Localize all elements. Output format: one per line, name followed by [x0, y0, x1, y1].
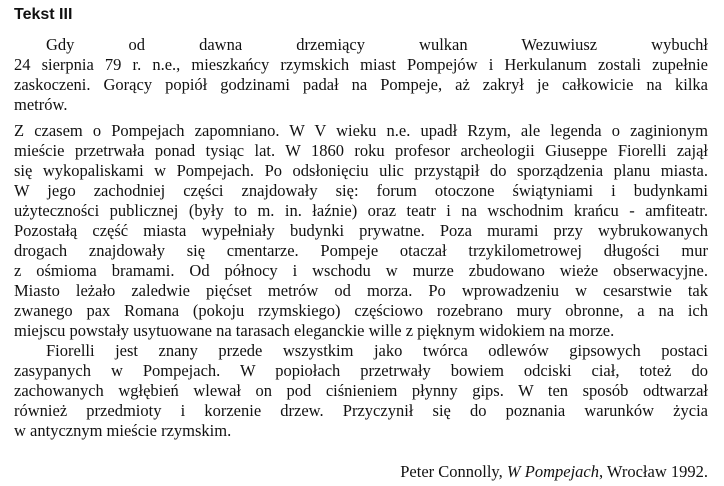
paragraph-line: w antycznym mieście rzymskim.: [14, 421, 232, 440]
source-place-year: , Wrocław 1992.: [598, 462, 708, 481]
paragraph-line: metrów.: [14, 95, 68, 114]
paragraph-line: miejscu powstały usytuowane na tarasach eleganckie wille z pięknym widokiem na morze.: [14, 321, 615, 340]
paragraph-line: drogach znajdowały się cmentarze. Pompeje otaczał trzykilometrowej długości mur: [14, 241, 708, 260]
paragraph-line: zachowanych wgłębień wlewał on pod ciśnieniem płynny gips. W ten sposób odtwarzał: [14, 381, 708, 400]
source-work-title: W Pompejach: [506, 462, 599, 481]
paragraph-line: zwanego pax Romana (pokoju rzymskiego) częściowo rozebrano mury obronne, a na ich: [14, 301, 708, 320]
paragraph-line: Miasto leżało zaledwie pięćset metrów od morza. Po wprowadzeniu w cesarstwie tak: [14, 281, 708, 300]
document-title: Tekst III: [14, 6, 73, 23]
paragraph-line: Fiorelli jest znany przede wszystkim jako twórca odlewów gipsowych postaci: [46, 341, 708, 360]
paragraph-line: użyteczności publicznej (były to m. in. łaźnie) oraz teatr i na wschodnim krańcu - amfiteatr.: [14, 201, 708, 220]
paragraph-line: z ośmioma bramami. Od północy i wschodu w murze zbudowano wieże obserwacyjne.: [14, 261, 708, 280]
paragraph-line: W jego zachodniej części znajdowały się: forum otoczone świątyniami i budynkami: [14, 181, 708, 200]
paragraph-line: 24 sierpnia 79 r. n.e., mieszkańcy rzymskich miast Pompejów i Herkulanum zostali zupełnie: [14, 55, 708, 74]
paragraph-line: zasypanych w Pompejach. W popiołach przetrwały bowiem odciski ciał, toteż do: [14, 361, 708, 380]
source-citation: [400, 462, 708, 482]
paragraph-line: się wykopaliskami w Pompejach. Po odsłonięciu ulic przystąpił do sporządzenia planu miasta.: [14, 161, 708, 180]
paragraph-line: Pozostałą część miasta wypełniały budynki prywatne. Poza murami przy wybrukowanych: [14, 221, 708, 240]
paragraph-line: mieście przetrwała ponad tysiąc lat. W 1860 roku profesor archeologii Giuseppe Fiorelli zajął: [14, 141, 708, 160]
paragraph-line: zaskoczeni. Gorący popiół godzinami padał na Pompeje, aż zakrył je całkowicie na kilka: [14, 75, 708, 94]
paragraph-line: Gdy od dawna drzemiący wulkan Wezuwiusz wybuchł: [46, 35, 708, 54]
source-author: Peter Connolly,: [400, 462, 507, 481]
paragraph-line: również przedmioty i korzenie drzew. Przyczynił się do poznania warunków życia: [14, 401, 708, 420]
paragraph-line: Z czasem o Pompejach zapomniano. W V wieku n.e. upadł Rzym, ale legenda o zaginionym: [14, 121, 708, 140]
